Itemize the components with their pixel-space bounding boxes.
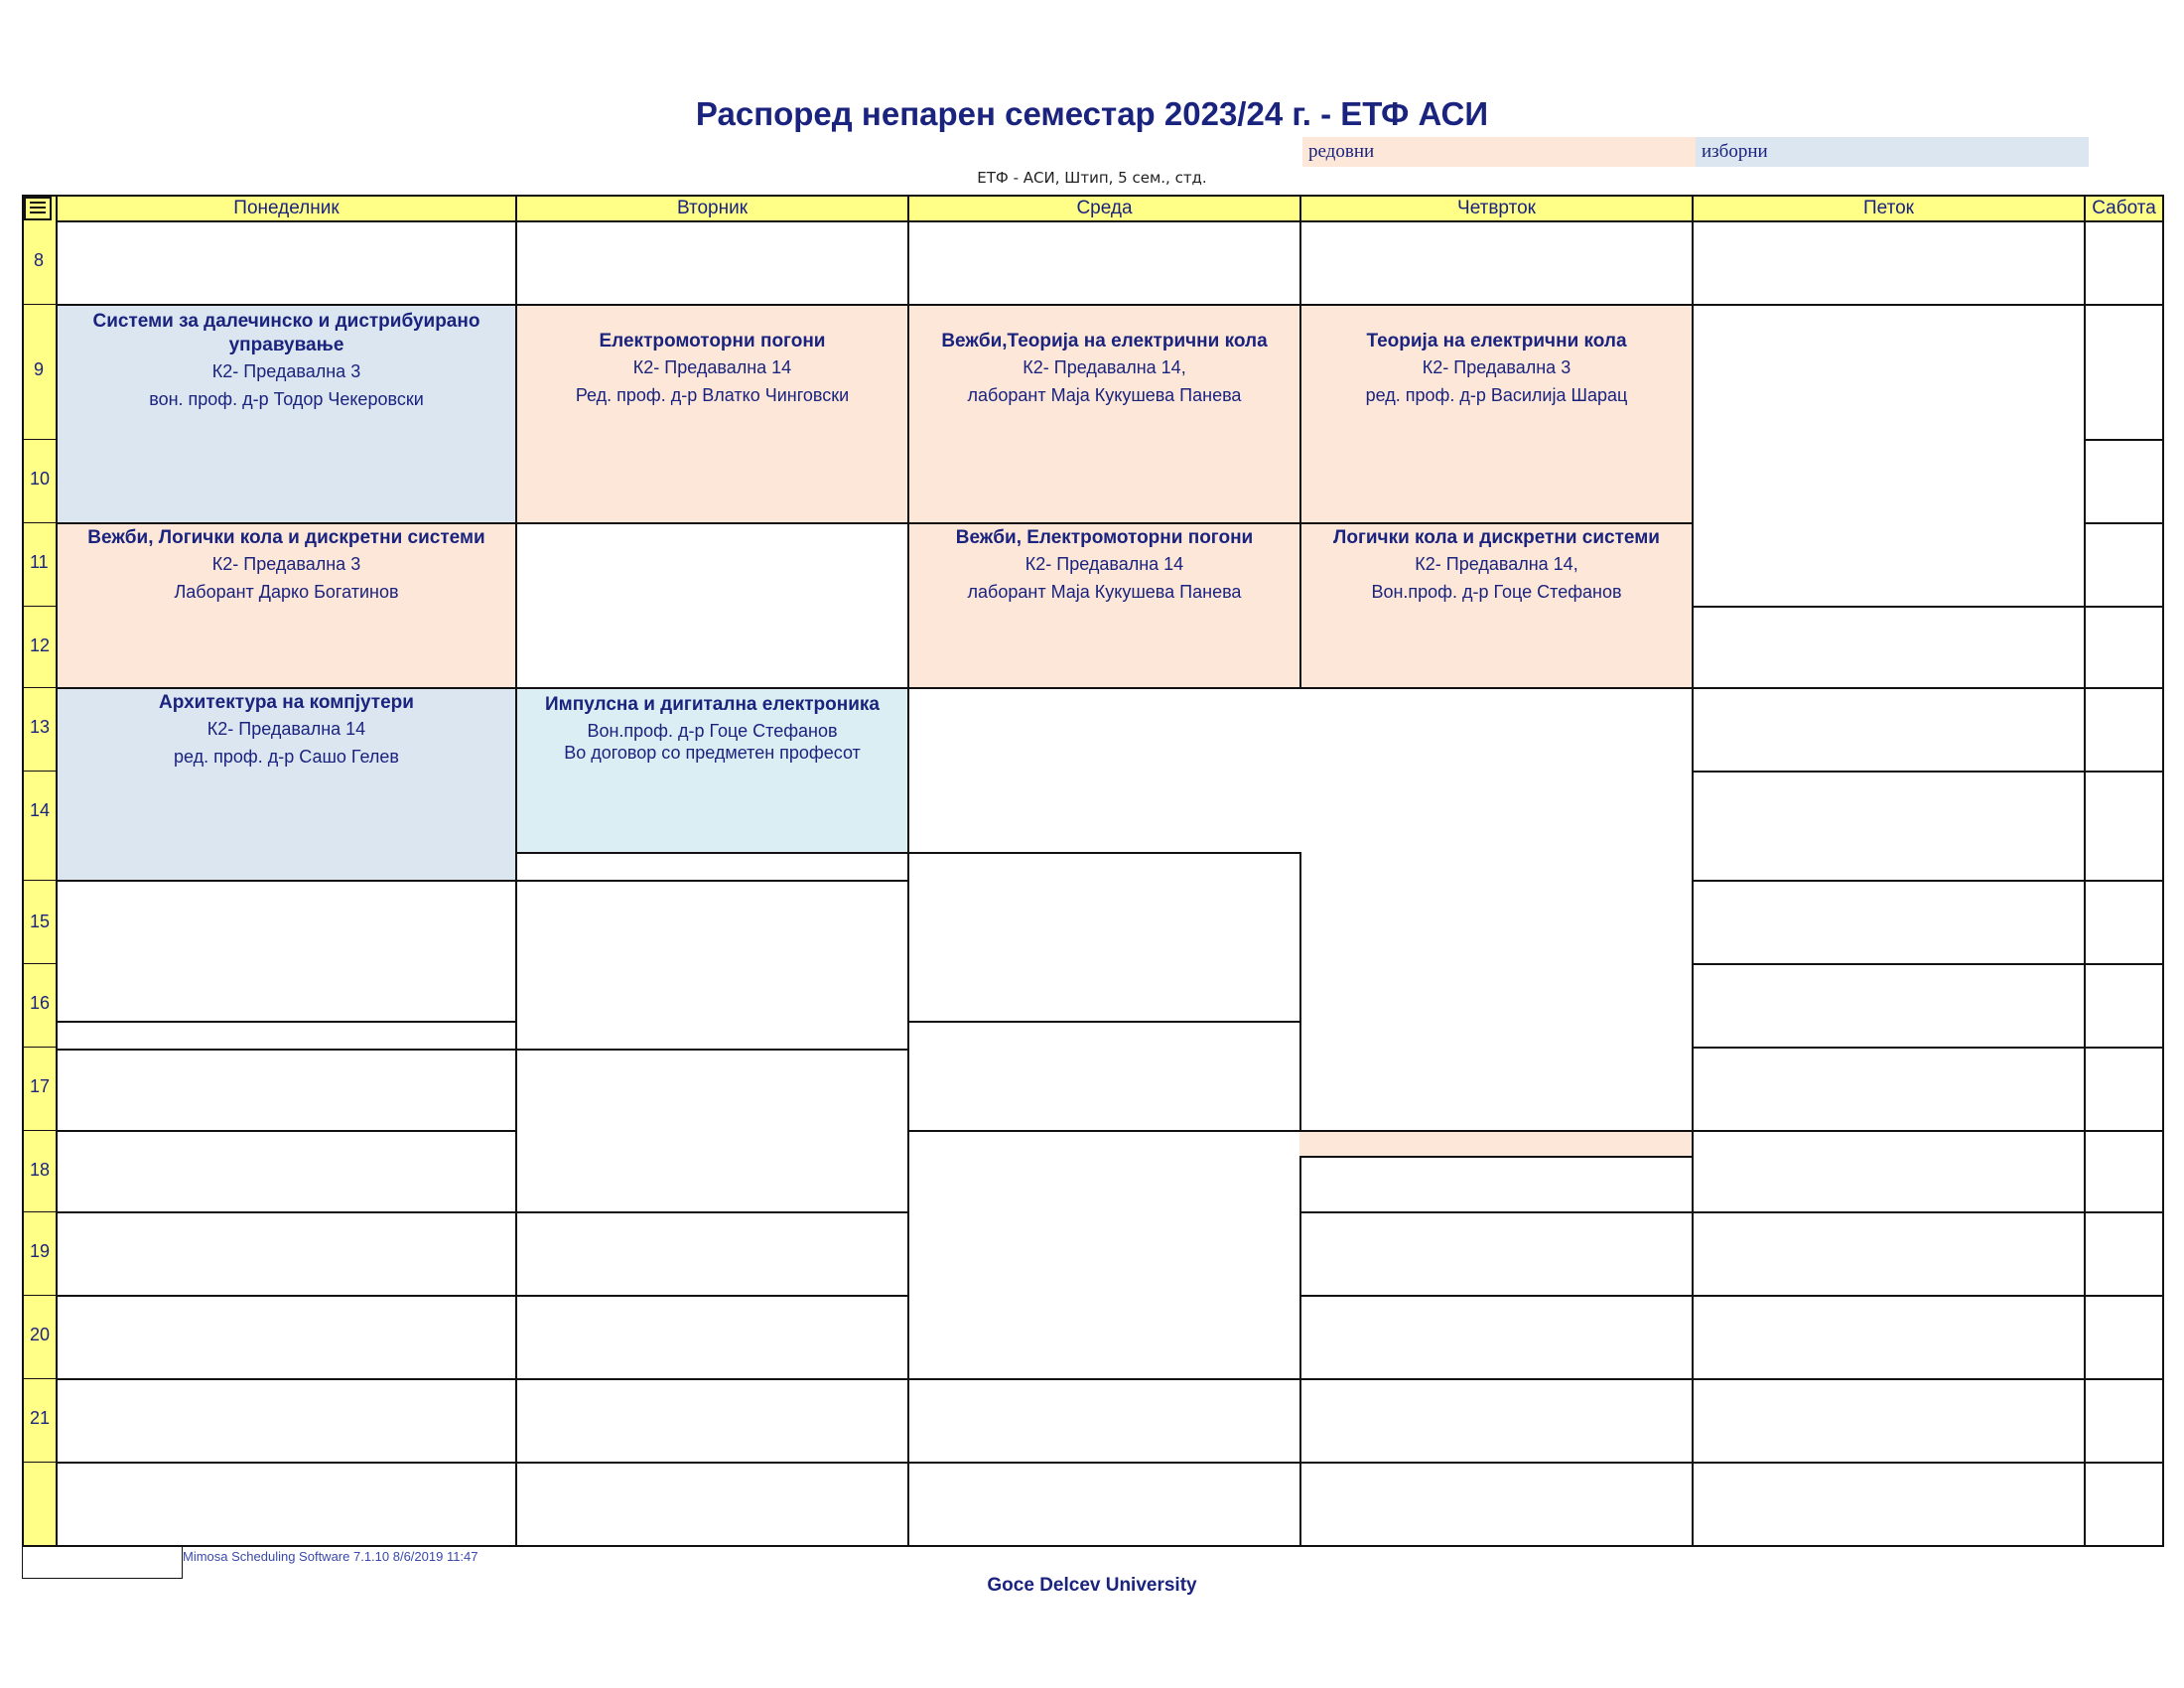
day-header-wednesday: Среда: [907, 195, 1301, 222]
class-title: Електромоторни погони: [599, 331, 826, 352]
footer-university: Goce Delcev University: [987, 1575, 1197, 1596]
class-room: Вон.проф. д-р Гоце Стефанов: [587, 721, 838, 741]
hour-label: 20: [30, 1325, 51, 1344]
class-room: К2- Предавална 14,: [1415, 554, 1578, 574]
day-header-friday: Петок: [1692, 195, 2086, 222]
day-header-tuesday: Вторник: [515, 195, 909, 222]
hour-label: 18: [30, 1160, 51, 1180]
hour-label: 8: [34, 250, 45, 270]
class-title: Логички кола и дискретни системи: [1333, 527, 1660, 548]
class-teacher: вон. проф. д-р Тодор Чекеровски: [149, 389, 424, 409]
class-teacher: лаборант Маја Кукушева Панева: [967, 582, 1242, 602]
class-title: Теорија на електрични кола: [1366, 331, 1627, 352]
class-title: Архитектура на компјутери: [159, 692, 414, 713]
hour-label: 21: [30, 1408, 51, 1428]
class-title: Системи за далечинско и дистрибуирано управување: [92, 311, 480, 355]
class-note: Во договор со предметен професот: [564, 743, 861, 763]
legend-elective: изборни: [1696, 137, 2089, 167]
class-room: К2- Предавална 3: [211, 361, 361, 381]
day-header-monday: Понеделник: [56, 195, 517, 222]
hour-label: 12: [30, 635, 51, 655]
class-room: К2- Предавална 14: [1024, 554, 1184, 574]
class-teacher: Лаборант Дарко Богатинов: [174, 582, 399, 602]
footer-software: Mimosa Scheduling Software 7.1.10 8/6/2019 11:47: [183, 1549, 478, 1564]
hour-label: 11: [30, 552, 49, 572]
class-title: Вежби, Електромоторни погони: [955, 527, 1254, 548]
class-title: Вежби,Теорија на електрични кола: [941, 331, 1268, 352]
class-teacher: Вон.проф. д-р Гоце Стефанов: [1371, 582, 1622, 602]
legend-regular: редовни: [1302, 137, 1696, 167]
class-title: Вежби, Логички кола и дискретни системи: [87, 527, 485, 548]
class-teacher: Ред. проф. д-р Влатко Чинговски: [575, 385, 850, 405]
class-room: К2- Предавална 3: [211, 554, 361, 574]
hour-label: 14: [30, 800, 51, 820]
hour-label: 16: [30, 993, 51, 1013]
class-teacher: лаборант Маја Кукушева Панева: [967, 385, 1242, 405]
class-room: К2- Предавална 14: [206, 719, 366, 739]
hour-label: 10: [30, 469, 51, 489]
footer-logo-box: [22, 1545, 183, 1579]
hour-label: 9: [34, 359, 45, 379]
hour-label: 17: [30, 1076, 51, 1096]
table-frame: [22, 195, 2164, 1547]
day-header-saturday: Сабота: [2084, 195, 2164, 222]
class-room: К2- Предавална 14,: [1023, 357, 1186, 377]
hour-label: 15: [30, 912, 51, 931]
class-teacher: ред. проф. д-р Василија Шарац: [1365, 385, 1628, 405]
hour-label: 19: [30, 1241, 51, 1261]
hour-label: 13: [30, 717, 51, 737]
class-room: К2- Предавална 14: [632, 357, 792, 377]
class-title: Импулсна и дигитална електроника: [545, 694, 880, 715]
page-title: Распоред непарен семестар 2023/24 г. - ЕТФ АСИ: [695, 95, 1489, 132]
day-header-thursday: Четврток: [1299, 195, 1694, 222]
class-teacher: ред. проф. д-р Сашо Гелев: [174, 747, 399, 767]
schedule-subtitle: ЕТФ - АСИ, Штип, 5 сем., стд.: [977, 169, 1207, 187]
class-room: К2- Предавална 3: [1422, 357, 1571, 377]
